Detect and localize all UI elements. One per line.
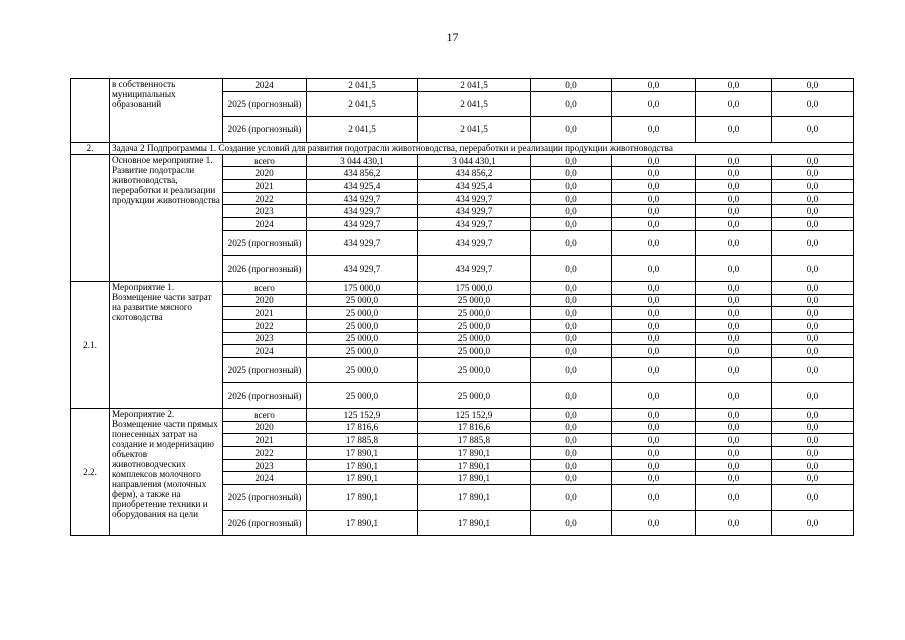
year-cell: 2024: [223, 345, 307, 358]
measure-label: Мероприятие 2. Возмещение части прямых понесенных затрат на создание и модернизацию объектов животноводческих комплексов молочного направления (молочных ферм), а также на приобретение техники и оборудования на цели: [110, 408, 223, 535]
total-value: 434 929,7: [307, 205, 418, 218]
local-budget-value: 0,0: [612, 472, 696, 485]
total-value: 25 000,0: [307, 307, 418, 320]
regional-budget-value: 2 041,5: [418, 79, 531, 92]
other-value: 0,0: [772, 408, 854, 421]
extrabudget-value: 0,0: [696, 79, 772, 92]
measure-label: Мероприятие 1. Возмещение части затрат на развитие мясного скотоводства: [110, 281, 223, 408]
extrabudget-value: 0,0: [696, 218, 772, 231]
other-value: 0,0: [772, 510, 854, 536]
extrabudget-value: 0,0: [696, 434, 772, 447]
year-cell: 2023: [223, 332, 307, 345]
local-budget-value: 0,0: [612, 307, 696, 320]
other-value: 0,0: [772, 459, 854, 472]
regional-budget-value: 434 929,7: [418, 230, 531, 256]
extrabudget-value: 0,0: [696, 319, 772, 332]
total-value: 17 890,1: [307, 447, 418, 460]
extrabudget-value: 0,0: [696, 383, 772, 409]
year-cell: 2020: [223, 167, 307, 180]
year-cell: 2022: [223, 192, 307, 205]
other-value: 0,0: [772, 307, 854, 320]
year-cell: 2024: [223, 79, 307, 92]
regional-budget-value: 175 000,0: [418, 281, 531, 294]
federal-budget-value: 0,0: [531, 218, 612, 231]
local-budget-value: 0,0: [612, 218, 696, 231]
year-cell: всего: [223, 281, 307, 294]
extrabudget-value: 0,0: [696, 256, 772, 282]
local-budget-value: 0,0: [612, 281, 696, 294]
local-budget-value: 0,0: [612, 408, 696, 421]
local-budget-value: 0,0: [612, 421, 696, 434]
year-cell: 2023: [223, 205, 307, 218]
total-value: 25 000,0: [307, 332, 418, 345]
federal-budget-value: 0,0: [531, 510, 612, 536]
federal-budget-value: 0,0: [531, 383, 612, 409]
year-cell: 2026 (прогнозный): [223, 117, 307, 143]
regional-budget-value: 17 816,6: [418, 421, 531, 434]
extrabudget-value: 0,0: [696, 91, 772, 117]
total-value: 434 929,7: [307, 192, 418, 205]
extrabudget-value: 0,0: [696, 485, 772, 511]
total-value: 434 929,7: [307, 230, 418, 256]
federal-budget-value: 0,0: [531, 307, 612, 320]
regional-budget-value: 125 152,9: [418, 408, 531, 421]
funding-table: [70, 78, 854, 536]
federal-budget-value: 0,0: [531, 154, 612, 167]
local-budget-value: 0,0: [612, 117, 696, 143]
total-value: 175 000,0: [307, 281, 418, 294]
local-budget-value: 0,0: [612, 294, 696, 307]
row-number: [71, 79, 110, 143]
regional-budget-value: 25 000,0: [418, 345, 531, 358]
table-row: [71, 408, 854, 421]
total-value: 2 041,5: [307, 91, 418, 117]
other-value: 0,0: [772, 319, 854, 332]
year-cell: 2020: [223, 294, 307, 307]
measure-number: 2.1.: [71, 281, 110, 408]
extrabudget-value: 0,0: [696, 294, 772, 307]
total-value: 17 816,6: [307, 421, 418, 434]
federal-budget-value: 0,0: [531, 357, 612, 383]
year-cell: 2025 (прогнозный): [223, 230, 307, 256]
total-value: 434 856,2: [307, 167, 418, 180]
local-budget-value: 0,0: [612, 180, 696, 193]
local-budget-value: 0,0: [612, 256, 696, 282]
other-value: 0,0: [772, 117, 854, 143]
regional-budget-value: 17 885,8: [418, 434, 531, 447]
federal-budget-value: 0,0: [531, 345, 612, 358]
federal-budget-value: 0,0: [531, 230, 612, 256]
total-value: 434 925,4: [307, 180, 418, 193]
year-cell: 2024: [223, 472, 307, 485]
extrabudget-value: 0,0: [696, 180, 772, 193]
regional-budget-value: 434 929,7: [418, 192, 531, 205]
total-value: 25 000,0: [307, 357, 418, 383]
regional-budget-value: 17 890,1: [418, 472, 531, 485]
local-budget-value: 0,0: [612, 91, 696, 117]
other-value: 0,0: [772, 421, 854, 434]
local-budget-value: 0,0: [612, 167, 696, 180]
other-value: 0,0: [772, 256, 854, 282]
federal-budget-value: 0,0: [531, 281, 612, 294]
federal-budget-value: 0,0: [531, 447, 612, 460]
local-budget-value: 0,0: [612, 459, 696, 472]
table-row: [71, 79, 854, 92]
extrabudget-value: 0,0: [696, 230, 772, 256]
federal-budget-value: 0,0: [531, 408, 612, 421]
federal-budget-value: 0,0: [531, 294, 612, 307]
regional-budget-value: 2 041,5: [418, 91, 531, 117]
regional-budget-value: 434 929,7: [418, 205, 531, 218]
extrabudget-value: 0,0: [696, 154, 772, 167]
federal-budget-value: 0,0: [531, 79, 612, 92]
extrabudget-value: 0,0: [696, 447, 772, 460]
regional-budget-value: 17 890,1: [418, 510, 531, 536]
total-value: 25 000,0: [307, 319, 418, 332]
regional-budget-value: 25 000,0: [418, 332, 531, 345]
other-value: 0,0: [772, 294, 854, 307]
federal-budget-value: 0,0: [531, 167, 612, 180]
local-budget-value: 0,0: [612, 383, 696, 409]
other-value: 0,0: [772, 154, 854, 167]
extrabudget-value: 0,0: [696, 421, 772, 434]
regional-budget-value: 25 000,0: [418, 357, 531, 383]
year-cell: 2026 (прогнозный): [223, 383, 307, 409]
other-value: 0,0: [772, 205, 854, 218]
total-value: 17 890,1: [307, 459, 418, 472]
total-value: 25 000,0: [307, 294, 418, 307]
extrabudget-value: 0,0: [696, 408, 772, 421]
local-budget-value: 0,0: [612, 357, 696, 383]
other-value: 0,0: [772, 79, 854, 92]
total-value: 25 000,0: [307, 383, 418, 409]
task-title: Задача 2 Подпрограммы 1. Создание условий для развития подотрасли животноводства, переработки и реализации продукции животноводства: [110, 142, 854, 154]
total-value: 17 885,8: [307, 434, 418, 447]
year-cell: 2021: [223, 180, 307, 193]
total-value: 17 890,1: [307, 485, 418, 511]
task-row: [71, 142, 854, 154]
year-cell: 2021: [223, 434, 307, 447]
regional-budget-value: 17 890,1: [418, 459, 531, 472]
extrabudget-value: 0,0: [696, 459, 772, 472]
local-budget-value: 0,0: [612, 510, 696, 536]
other-value: 0,0: [772, 91, 854, 117]
other-value: 0,0: [772, 434, 854, 447]
federal-budget-value: 0,0: [531, 205, 612, 218]
other-value: 0,0: [772, 472, 854, 485]
total-value: 2 041,5: [307, 79, 418, 92]
year-cell: 2022: [223, 447, 307, 460]
local-budget-value: 0,0: [612, 447, 696, 460]
year-cell: 2026 (прогнозный): [223, 510, 307, 536]
year-cell: 2025 (прогнозный): [223, 357, 307, 383]
extrabudget-value: 0,0: [696, 205, 772, 218]
extrabudget-value: 0,0: [696, 332, 772, 345]
other-value: 0,0: [772, 230, 854, 256]
extrabudget-value: 0,0: [696, 345, 772, 358]
other-value: 0,0: [772, 167, 854, 180]
year-cell: всего: [223, 408, 307, 421]
extrabudget-value: 0,0: [696, 472, 772, 485]
federal-budget-value: 0,0: [531, 459, 612, 472]
other-value: 0,0: [772, 345, 854, 358]
regional-budget-value: 25 000,0: [418, 294, 531, 307]
other-value: 0,0: [772, 485, 854, 511]
extrabudget-value: 0,0: [696, 167, 772, 180]
other-value: 0,0: [772, 332, 854, 345]
table-row: [71, 154, 854, 167]
regional-budget-value: 25 000,0: [418, 383, 531, 409]
total-value: 434 929,7: [307, 256, 418, 282]
local-budget-value: 0,0: [612, 345, 696, 358]
total-value: 17 890,1: [307, 510, 418, 536]
measure-label: Основное мероприятие 1. Развитие подотрасли животноводства, переработки и реализации продукции животноводства: [110, 154, 223, 281]
extrabudget-value: 0,0: [696, 307, 772, 320]
regional-budget-value: 17 890,1: [418, 485, 531, 511]
federal-budget-value: 0,0: [531, 421, 612, 434]
year-cell: 2021: [223, 307, 307, 320]
other-value: 0,0: [772, 383, 854, 409]
regional-budget-value: 434 929,7: [418, 218, 531, 231]
other-value: 0,0: [772, 447, 854, 460]
federal-budget-value: 0,0: [531, 192, 612, 205]
local-budget-value: 0,0: [612, 205, 696, 218]
total-value: 125 152,9: [307, 408, 418, 421]
measure-number: 2.2.: [71, 408, 110, 535]
local-budget-value: 0,0: [612, 79, 696, 92]
federal-budget-value: 0,0: [531, 256, 612, 282]
local-budget-value: 0,0: [612, 192, 696, 205]
federal-budget-value: 0,0: [531, 319, 612, 332]
year-cell: 2025 (прогнозный): [223, 485, 307, 511]
regional-budget-value: 25 000,0: [418, 319, 531, 332]
year-cell: 2026 (прогнозный): [223, 256, 307, 282]
federal-budget-value: 0,0: [531, 485, 612, 511]
federal-budget-value: 0,0: [531, 91, 612, 117]
federal-budget-value: 0,0: [531, 472, 612, 485]
other-value: 0,0: [772, 180, 854, 193]
regional-budget-value: 434 929,7: [418, 256, 531, 282]
total-value: 2 041,5: [307, 117, 418, 143]
year-cell: 2022: [223, 319, 307, 332]
extrabudget-value: 0,0: [696, 510, 772, 536]
measure-label: в собственность муниципальных образований: [110, 79, 223, 143]
regional-budget-value: 17 890,1: [418, 447, 531, 460]
federal-budget-value: 0,0: [531, 117, 612, 143]
local-budget-value: 0,0: [612, 332, 696, 345]
extrabudget-value: 0,0: [696, 281, 772, 294]
regional-budget-value: 2 041,5: [418, 117, 531, 143]
extrabudget-value: 0,0: [696, 117, 772, 143]
regional-budget-value: 434 925,4: [418, 180, 531, 193]
federal-budget-value: 0,0: [531, 332, 612, 345]
local-budget-value: 0,0: [612, 434, 696, 447]
year-cell: всего: [223, 154, 307, 167]
page-number: 17: [446, 30, 459, 44]
total-value: 3 044 430,1: [307, 154, 418, 167]
regional-budget-value: 434 856,2: [418, 167, 531, 180]
federal-budget-value: 0,0: [531, 180, 612, 193]
regional-budget-value: 25 000,0: [418, 307, 531, 320]
total-value: 25 000,0: [307, 345, 418, 358]
local-budget-value: 0,0: [612, 154, 696, 167]
year-cell: 2023: [223, 459, 307, 472]
year-cell: 2020: [223, 421, 307, 434]
table-row: [71, 281, 854, 294]
local-budget-value: 0,0: [612, 319, 696, 332]
total-value: 434 929,7: [307, 218, 418, 231]
other-value: 0,0: [772, 281, 854, 294]
total-value: 17 890,1: [307, 472, 418, 485]
local-budget-value: 0,0: [612, 485, 696, 511]
federal-budget-value: 0,0: [531, 434, 612, 447]
other-value: 0,0: [772, 218, 854, 231]
year-cell: 2025 (прогнозный): [223, 91, 307, 117]
extrabudget-value: 0,0: [696, 357, 772, 383]
local-budget-value: 0,0: [612, 230, 696, 256]
extrabudget-value: 0,0: [696, 192, 772, 205]
regional-budget-value: 3 044 430,1: [418, 154, 531, 167]
other-value: 0,0: [772, 357, 854, 383]
measure-number: [71, 154, 110, 281]
year-cell: 2024: [223, 218, 307, 231]
task-number: 2.: [71, 142, 110, 154]
other-value: 0,0: [772, 192, 854, 205]
